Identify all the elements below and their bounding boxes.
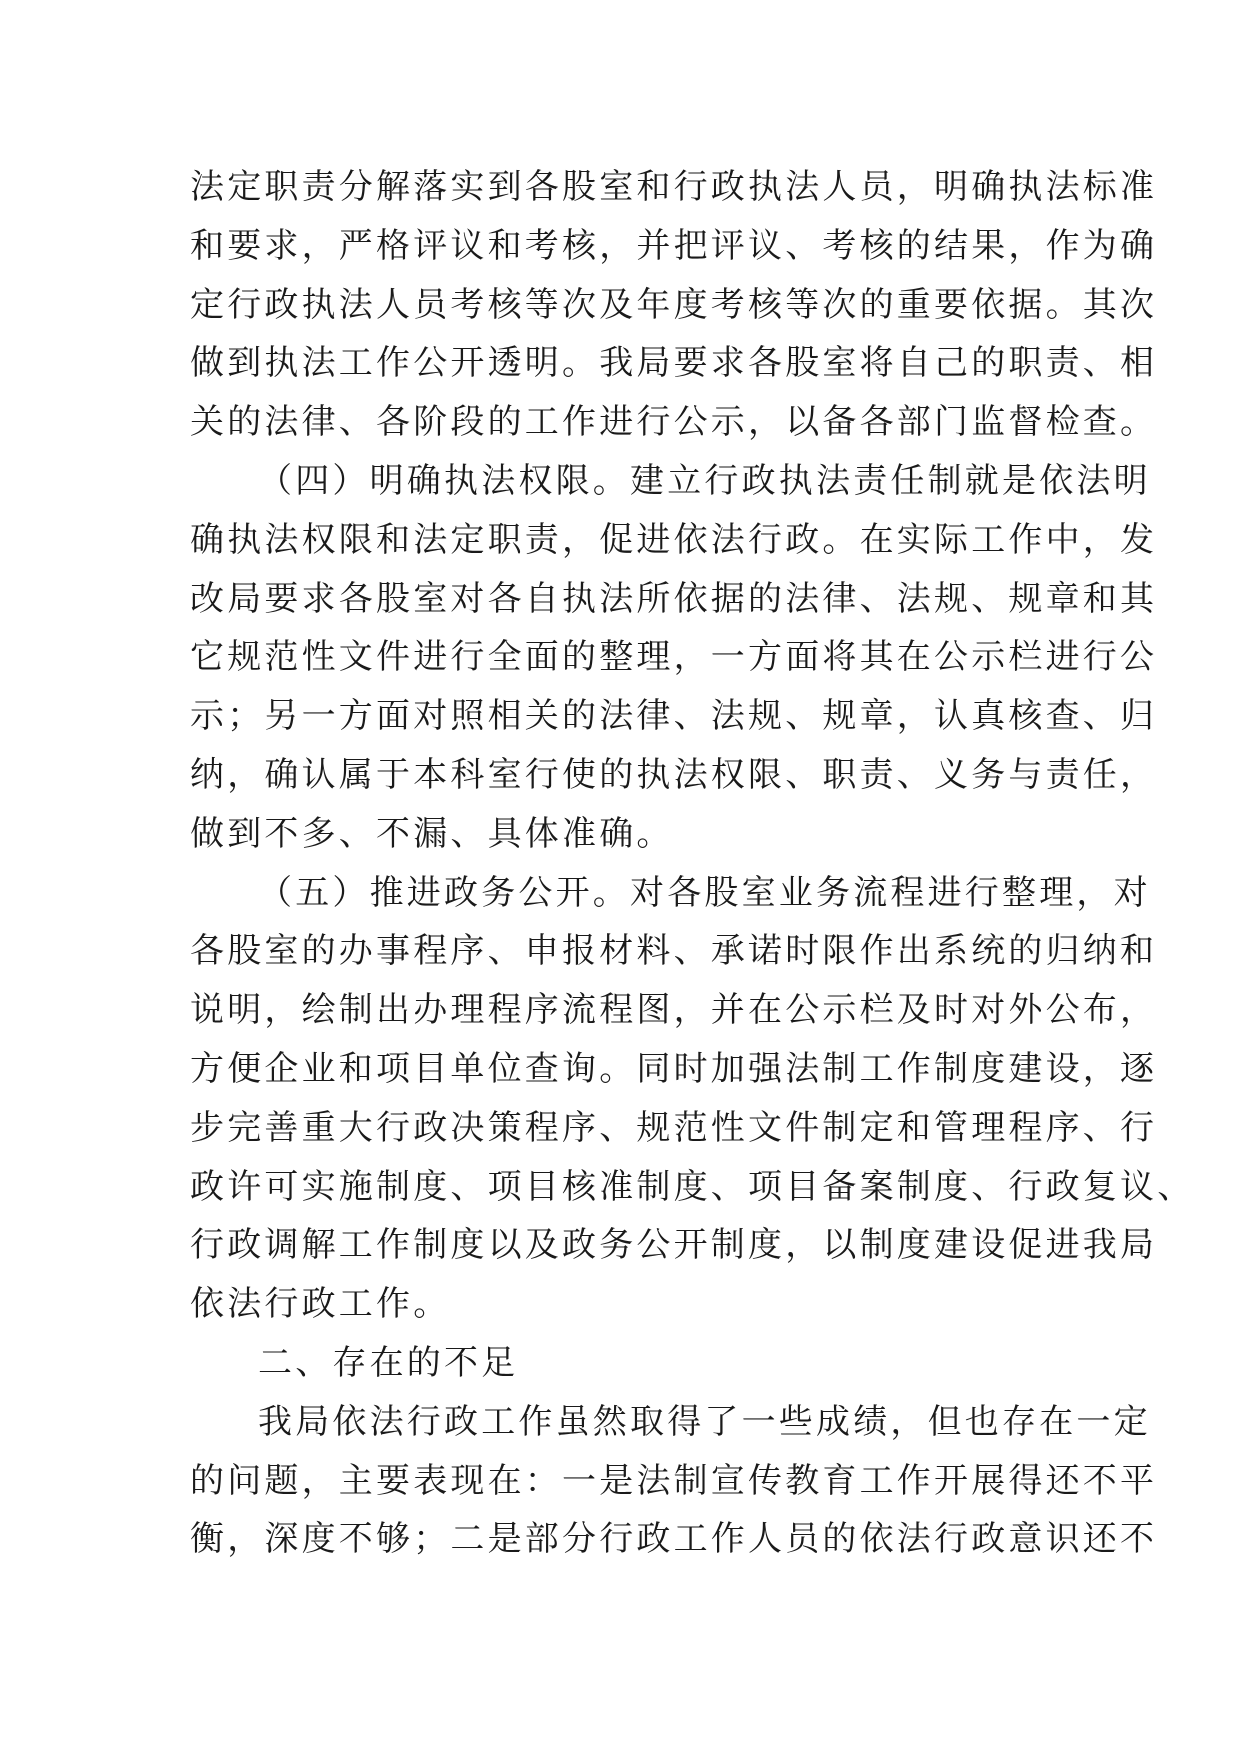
text-line: 做到执法工作公开透明。我局要求各股室将自己的职责、相 <box>190 343 1158 384</box>
text-line: 依法行政工作。 <box>190 1284 451 1325</box>
text-line: 纳，确认属于本科室行使的执法权限、职责、义务与责任， <box>190 754 1158 795</box>
text-line: 确执法权限和法定职责，促进依法行政。在实际工作中，发 <box>190 519 1158 560</box>
text-line: 政许可实施制度、项目核准制度、项目备案制度、行政复议、 <box>190 1166 1195 1207</box>
text-line: 衡，深度不够；二是部分行政工作人员的依法行政意识还不 <box>190 1519 1158 1560</box>
text-line: 做到不多、不漏、具体准确。 <box>190 813 674 854</box>
text-line: 它规范性文件进行全面的整理，一方面将其在公示栏进行公 <box>190 637 1158 678</box>
text-line: 行政调解工作制度以及政务公开制度，以制度建设促进我局 <box>190 1225 1158 1266</box>
text-line: 关的法律、各阶段的工作进行公示，以备各部门监督检查。 <box>190 402 1158 443</box>
text-line: 改局要求各股室对各自执法所依据的法律、法规、规章和其 <box>190 578 1158 619</box>
text-line: 各股室的办事程序、申报材料、承诺时限作出系统的归纳和 <box>190 931 1158 972</box>
text-line: 说明，绘制出办理程序流程图，并在公示栏及时对外公布， <box>190 990 1158 1031</box>
document-body <box>190 158 1195 1569</box>
text-line: 的问题，主要表现在：一是法制宣传教育工作开展得还不平 <box>190 1460 1158 1501</box>
text-line: 方便企业和项目单位查询。同时加强法制工作制度建设，逐 <box>190 1048 1158 1089</box>
section-title: 二、存在的不足 <box>258 1342 519 1383</box>
text-line: 和要求，严格评议和考核，并把评议、考核的结果，作为确 <box>190 225 1158 266</box>
text-line: 步完善重大行政决策程序、规范性文件制定和管理程序、行 <box>190 1107 1158 1148</box>
text-line: 示；另一方面对照相关的法律、法规、规章，认真核查、归 <box>190 696 1158 737</box>
text-line: 法定职责分解落实到各股室和行政执法人员，明确执法标准 <box>190 167 1158 207</box>
section-heading-line: （四）明确执法权限。建立行政执法责任制就是依法明 <box>258 460 1151 501</box>
text-line: 定行政执法人员考核等次及年度考核等次的重要依据。其次 <box>190 284 1158 325</box>
section-heading-line: （五）推进政务公开。对各股室业务流程进行整理，对 <box>258 872 1151 913</box>
paragraph-start-line: 我局依法行政工作虽然取得了一些成绩，但也存在一定 <box>258 1401 1151 1442</box>
